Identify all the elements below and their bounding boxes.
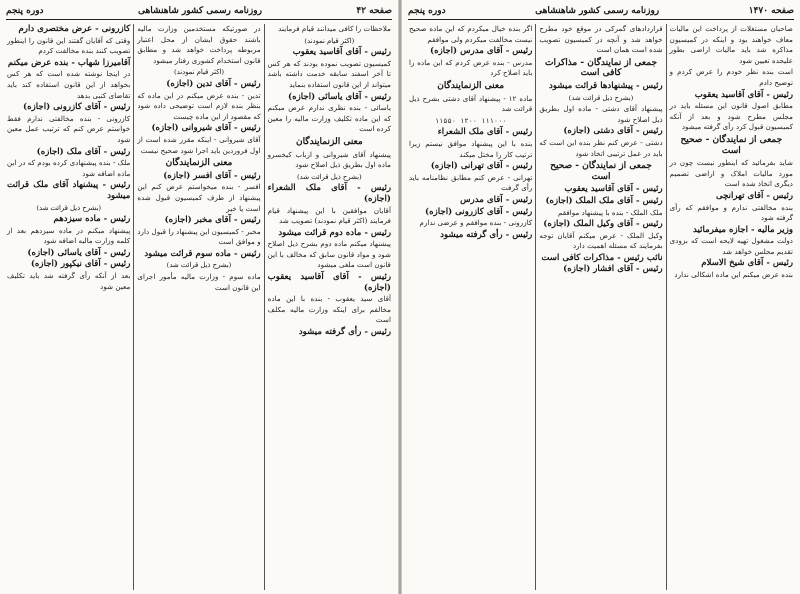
paragraph: وقتی که آقایان گفتند این قانون را اینطور تصویب کنند بنده مخالفت کردم <box>7 35 131 56</box>
paragraph: آقای سید یعقوب - بنده با این ماده مخالفم برای اینکه وزارت مالیه مکلف است <box>267 294 391 325</box>
newspaper-title: روزنامه رسمی کشور شاهنشاهی <box>137 5 262 16</box>
speaker-line: رئیس - آقای کازرونی (اجازه) <box>425 206 533 217</box>
text-column <box>264 24 394 590</box>
paragraph: بنده با این پیشنهاد موافق نیستم زیرا ترتیب کار را مختل میکند <box>409 138 533 159</box>
text-column <box>133 24 263 590</box>
speaker-line: رئیس - آقای یاسائی (اجازه) <box>27 247 131 258</box>
text-column <box>535 24 665 590</box>
section-heading: جمعی از نمایندگان - صحیح است <box>680 134 783 156</box>
paragraph: ملاحظات را کافی میدانند قیام فرمایند <box>278 24 391 33</box>
speaker-line: رئیس - آقای مدرس (اجازه) <box>430 46 533 57</box>
speaker-line: رئیس - پیشنهادها قرائت میشود <box>549 80 663 91</box>
period-label: دوره پنجم <box>408 5 446 16</box>
speaker-line: کازرونی - عرض مختصری دارم <box>18 24 131 34</box>
paragraph: آقای شیروانی - اینکه مقرر شده است از اول فروردین باید اجرا شود صحیح نیست <box>137 134 261 155</box>
section-heading: جمعی از نمایندگان - صحیح است <box>550 161 652 182</box>
speaker-line: رئیس - آقای کازرونی (اجازه) <box>23 102 131 113</box>
speaker-line: رئیس - آقای دشتی (اجازه) <box>563 126 663 137</box>
speaker-line: رئیس - رأی گرفته میشود <box>440 229 533 240</box>
paragraph: قراردادهای گمرکی در موقع خود مطرح خواهد شد و آنچه در کمیسیون تصویب شده است همان است <box>539 24 663 55</box>
paragraph: آقایان موافقین با این پیشنهاد قیام فرمایند (اکثر قیام نمودند) تصویب شد <box>267 205 391 226</box>
column-group <box>406 24 796 590</box>
text-column <box>666 24 796 590</box>
speaker-line: رئیس - آقای آقاسید یعقوب <box>564 184 663 195</box>
paragraph: صاحبان مستغلات از پرداخت این مالیات معاف خواهند بود و اینکه در کمیسیون مذاکره شد باید مالیات اراضی بطور علیحده تعیین شود <box>669 24 793 65</box>
paragraph: تهرانی - عرض کنم مطابق نظامنامه باید رأی گرفت <box>409 172 533 193</box>
speaker-line: وزیر مالیه - اجازه میفرمائید <box>693 224 793 235</box>
speaker-line: رئیس - آقای نیکپور (اجازه) <box>30 259 131 270</box>
section-heading: معنی الزنمایندگان <box>295 136 363 147</box>
speaker-line: رئیس - ماده سوم قرائت میشود <box>144 248 261 259</box>
paragraph: کازرونی - بنده موافقم و عرضی ندارم <box>419 218 533 228</box>
speaker-line: رئیس - آقای افسر (اجازه) <box>163 170 261 181</box>
speaker-line: رئیس - رأی گرفته میشود <box>298 327 391 338</box>
newspaper-title: روزنامه رسمی کشور شاهنشاهی <box>535 5 660 16</box>
page-header <box>6 4 392 20</box>
paragraph: دشتی - عرض کنم نظر بنده این است که باید در عمل ترتیبی اتخاذ شود <box>539 137 663 158</box>
paragraph: ملک - بنده پیشنهادی کرده بودم که در این ماده اضافه شود <box>7 158 131 178</box>
paragraph: افسر - بنده میخواستم عرض کنم این پیشنهاد از طرف کمیسیون قبول شده است یا خیر <box>137 182 261 213</box>
speaker-line: رئیس - آقای ملک الملک (اجازه) <box>545 195 663 206</box>
paragraph: ماده ۱۲ - پیشنهاد آقای دشتی بشرح ذیل قرائت شد <box>409 93 533 114</box>
text-column <box>406 24 535 590</box>
column-group <box>4 24 394 590</box>
speaker-line: رئیس - ماده سیزدهم <box>53 214 131 225</box>
paragraph: در اینجا نوشته شده است که هر کس بخواهد از این قانون استفاده کند باید تقاضای کتبی بدهد <box>7 69 131 100</box>
paragraph: کازرونی - بنده مخالفتی ندارم فقط خواستم عرض کنم که ترتیب عمل معین شود <box>7 113 131 144</box>
speaker-line: رئیس - آقای تهرانچی <box>715 190 793 201</box>
section-heading: جمعی از نمایندگان - مذاکرات کافی است <box>544 57 658 79</box>
speaker-line: رئیس - آقای مدرس <box>460 194 533 205</box>
paragraph: ماده سوم - وزارت مالیه مأمور اجرای این قانون است <box>137 272 261 292</box>
speaker-line: رئیس - آقای ملک (اجازه) <box>36 146 131 157</box>
speaker-line: رئیس - ماده دوم قرائت میشود <box>278 227 391 238</box>
procedural-note: (بشرح ذیل قرائت شد) <box>568 93 634 102</box>
procedural-note: (بشرح ذیل قرائت شد) <box>166 261 232 270</box>
paragraph: شاید بفرمائید که اینطور نیست چون در مورد مالیات املاک و اراضی تصمیم دیگری اتخاذ شده است <box>669 158 793 189</box>
speaker-line: نائب رئیس - مذاکرات کافی است <box>541 252 663 263</box>
paragraph: پیشنهاد میکنم ماده دوم بشرح ذیل اصلاح شود و مواد قانون سابق که مخالف با این قانون است ملغی میشود <box>267 239 391 270</box>
paragraph: مدرس - بنده عرض کردم که این ماده را باید اصلاح کرد <box>409 57 533 78</box>
paragraph: اگر بنده خیال میکردم که این ماده صحیح نیست مخالفت میکردم ولی موافقم <box>409 24 533 44</box>
paragraph: بنده مخالفتی ندارم و موافقم که رأی گرفته شود <box>669 202 793 223</box>
speaker-line: رئیس - آقای یاسائی (اجازه) <box>288 91 391 102</box>
page-number: صفحه ۴۲ <box>356 5 392 16</box>
paragraph: مخبر - کمیسیون این پیشنهاد را قبول دارد و موافق است <box>137 226 261 247</box>
text-column <box>4 24 133 590</box>
speaker-line: رئیس - آقای آقاسید یعقوب (اجازه) <box>267 272 391 293</box>
speaker-line: رئیس - آقای آقاسید یعقوب <box>292 47 391 58</box>
speaker-line: رئیس - آقای آقاسید یعقوب <box>694 89 793 100</box>
paragraph: است بنده نظر خودم را عرض کردم و توضیح دادم <box>669 67 793 87</box>
speaker-line: رئیس - آقای ملک الشعراء (اجازه) <box>267 183 391 204</box>
paragraph: پیشنهاد آقای دشتی - ماده اول بطریق ذیل اصلاح شود <box>539 104 663 124</box>
period-label: دوره پنجم <box>6 5 44 16</box>
left-page <box>0 0 398 594</box>
speaker-line: رئیس - آقای وکیل الملک (اجازه) <box>543 219 663 230</box>
section-heading: معنی الزنمایندگان <box>165 158 233 169</box>
paragraph: تدین - بنده عرض میکنم در این ماده که بنظر بنده لازم است توضیحی داده شود که مقصود از این ماده چیست <box>137 90 261 121</box>
paragraph: پیشنهاد آقای شیروانی و ارباب کیخسرو ماده اول بطریق ذیل اصلاح شود <box>267 149 391 170</box>
speaker-line: رئیس - آقای تهرانی (اجازه) <box>430 161 533 172</box>
paragraph: بعد از آنکه رأی گرفته شد باید تکلیف معین شود <box>7 271 131 291</box>
paragraph: وکیل الملک - عرض میکنم آقایان توجه بفرمایند که مسئله اهمیت دارد <box>539 230 663 251</box>
number-line: ۱۱۱۰۰۰ ۱۲۰۰ ۱۱۵۵۰ <box>434 116 507 125</box>
speaker-line: رئیس - آقای افشار (اجازه) <box>563 264 663 275</box>
speaker-line: رئیس - آقای تدین (اجازه) <box>166 78 261 89</box>
page-number: صفحه ۱۴۷۰ <box>748 5 794 16</box>
procedural-note: (اکثر قیام نمودند) <box>174 68 224 77</box>
speaker-line: رئیس - آقای مخبر (اجازه) <box>164 215 261 226</box>
paragraph: کمیسیون تصویب نموده بودند که هر کس تا آخر اسفند سابقه خدمت داشته باشد میتواند از این قانون استفاده بنماید <box>267 58 391 89</box>
speaker-line: رئیس - پیشنهاد آقای ملک قرائت میشود <box>7 180 131 201</box>
section-heading: معنی الزنمایندگان <box>437 80 505 91</box>
paragraph: ملک الملک - بنده با پیشنهاد موافقم <box>557 207 663 217</box>
page-header <box>408 4 794 20</box>
paragraph: دولت مشغول تهیه لایحه است که بزودی تقدیم مجلس خواهد شد <box>669 236 793 256</box>
speaker-line: رئیس - آقای شیروانی (اجازه) <box>151 123 261 134</box>
paragraph: در صورتیکه مستخدمین وزارت مالیه باشند حقوق ایشان از محل اعتبار مربوطه پرداخت خواهد شد و مطابق قانون استخدام کشوری رفتار میشود <box>137 24 261 65</box>
procedural-note: (بشرح ذیل قرائت شد) <box>36 203 102 212</box>
procedural-note: (بشرح ذیل قرائت شد) <box>297 172 362 181</box>
speaker-line: رئیس - آقای شیخ الاسلام <box>701 258 793 269</box>
speaker-line: آقامیرزا شهاب - بنده عرض میکنم <box>7 57 131 68</box>
procedural-note: (اکثر قیام نمودند) <box>304 36 355 45</box>
right-page <box>402 0 800 594</box>
paragraph: مطابق اصول قانون این مسئله باید در مجلس مطرح شود و بعد از آنکه کمیسیون قبول کرد رأی گرفته میشود <box>669 101 793 132</box>
paragraph: بنده عرض میکنم این ماده اشکالی ندارد <box>674 270 793 280</box>
paragraph: یاسائی - بنده نظری ندارم عرض میکنم که این ماده تکلیف وزارت مالیه را معین کرده است <box>267 103 391 134</box>
speaker-line: رئیس - آقای ملک الشعراء <box>437 127 533 138</box>
paragraph: پیشنهاد میکنم در ماده سیزدهم بعد از کلمه وزارت مالیه اضافه شود <box>7 225 131 246</box>
